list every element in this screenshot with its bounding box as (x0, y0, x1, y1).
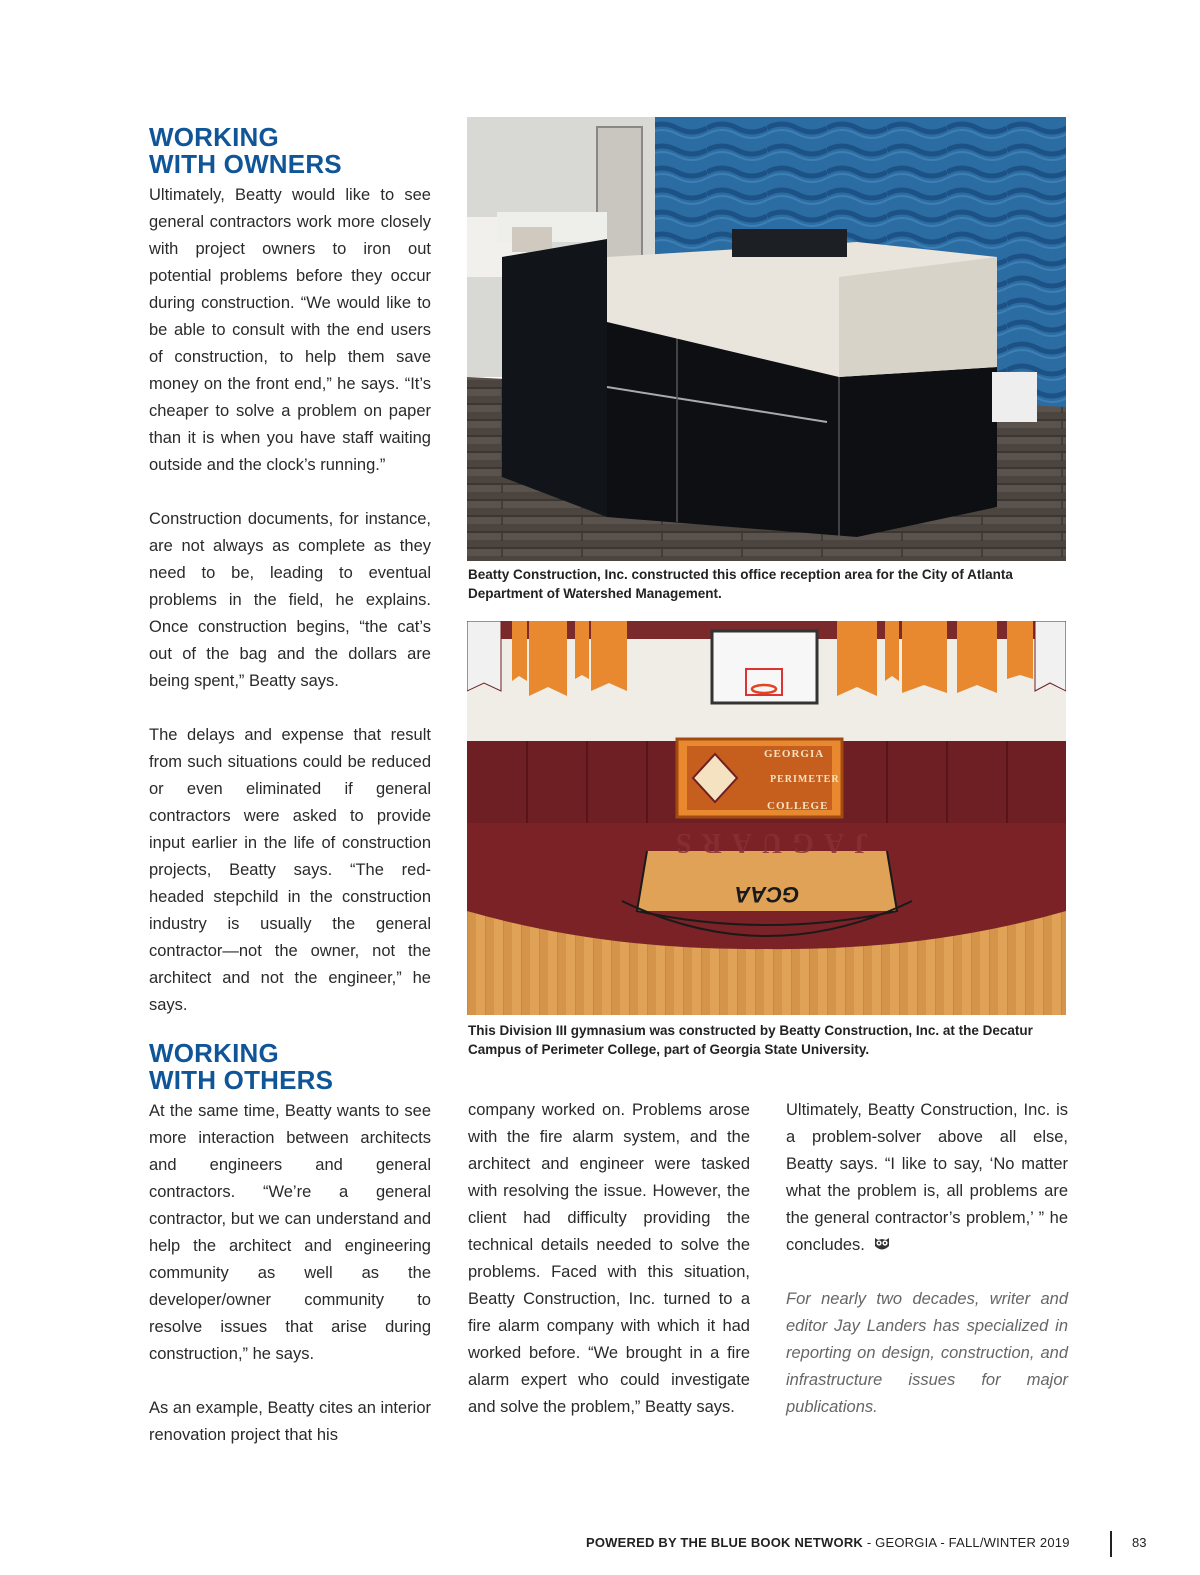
right-column (786, 1097, 1068, 1421)
body-paragraph: company worked on. Problems arose with the fire alarm system, and the architect and engineer were tasked with resolving the issue. However, the client had difficulty providing the technical details needed to solve the problems. Faced with this situation, Beatty Construction, Inc. turned to a fire alarm company with which it had worked before. “We brought in a fire alarm expert who could investigate and solve the problem,” Beatty says. (468, 1101, 750, 1416)
heading-line: WORKING (149, 1038, 279, 1068)
photo-caption: This Division III gymnasium was constructed by Beatty Construction, Inc. at the Decatur Campus of Perimeter College, part of Georgia State University. (468, 1023, 1033, 1057)
closing-text: Ultimately, Beatty Construction, Inc. is a problem-solver above all else, Beatty says. “I like to say, ‘No matter what the problem is, all problems are the general contractor’s problem,’ ” he concludes. (786, 1101, 1068, 1254)
author-bio: For nearly two decades, writer and editor Jay Landers has specialized in reporting on design, construction, and infrastructure issues for major publications. (786, 1290, 1068, 1416)
left-column (149, 124, 431, 1019)
owl-icon (873, 1234, 891, 1250)
reception-photo (467, 117, 1066, 561)
heading-line: WORKING (149, 122, 279, 152)
gym-logo-line2: PERIMETER (770, 774, 840, 785)
body-paragraph (786, 1097, 1068, 1259)
body-paragraph: At the same time, Beatty wants to see more interaction between architects and engineers and general contractors. “We’re a general contractor, but we can understand and help the architect and engineering community as well as the developer/owner community to resolve issues that arise during construction,” he says. (149, 1102, 431, 1363)
court-team-name: JAGUARS (665, 827, 869, 858)
heading-line: WITH OWNERS (149, 149, 342, 179)
left-column-lower (149, 1040, 431, 1449)
section-heading-others (149, 1040, 431, 1094)
body-paragraph: As an example, Beatty cites an interior renovation project that his (149, 1399, 431, 1444)
body-paragraph: The delays and expense that result from such situations could be reduced or even eliminated if general contractors were asked to provide input earlier in the life of construction projects, Beatty says. “The red-headed stepchild in the construction industry is usually the general contractor—not the owner, not the architect and not the engineer,” he says. (149, 726, 431, 1014)
photo-caption: Beatty Construction, Inc. constructed this office reception area for the City of Atlanta Department of Watershed Management. (468, 567, 1013, 601)
footer-publication: POWERED BY THE BLUE BOOK NETWORK (586, 1535, 864, 1550)
footer-divider (1110, 1531, 1112, 1557)
body-paragraph: Construction documents, for instance, are not always as complete as they need to be, leading to eventual problems in the field, he explains. Once construction begins, “the cat’s out of the bag and the dollars are being spent,” Beatty says. (149, 510, 431, 690)
heading-line: WITH OTHERS (149, 1065, 334, 1095)
page-footer (586, 1535, 1070, 1550)
gym-logo-line1: GEORGIA (764, 748, 825, 760)
gym-logo-line3: COLLEGE (767, 800, 829, 812)
section-heading-owners (149, 124, 431, 178)
gymnasium-photo (467, 621, 1066, 1015)
court-floor-logo: GCAA (734, 882, 800, 907)
body-paragraph: Ultimately, Beatty would like to see general contractors work more closely with project owners to iron out potential problems before they occur during construction. “We would like to be able to consult with the end users of construction, to help them save money on the front end,” he says. “It’s cheaper to solve a problem on paper than it is when you have staff waiting outside and the clock’s running.” (149, 186, 431, 474)
page-number: 83 (1132, 1535, 1147, 1550)
middle-column (468, 1097, 750, 1421)
footer-edition: - GEORGIA - FALL/WINTER 2019 (863, 1535, 1070, 1550)
